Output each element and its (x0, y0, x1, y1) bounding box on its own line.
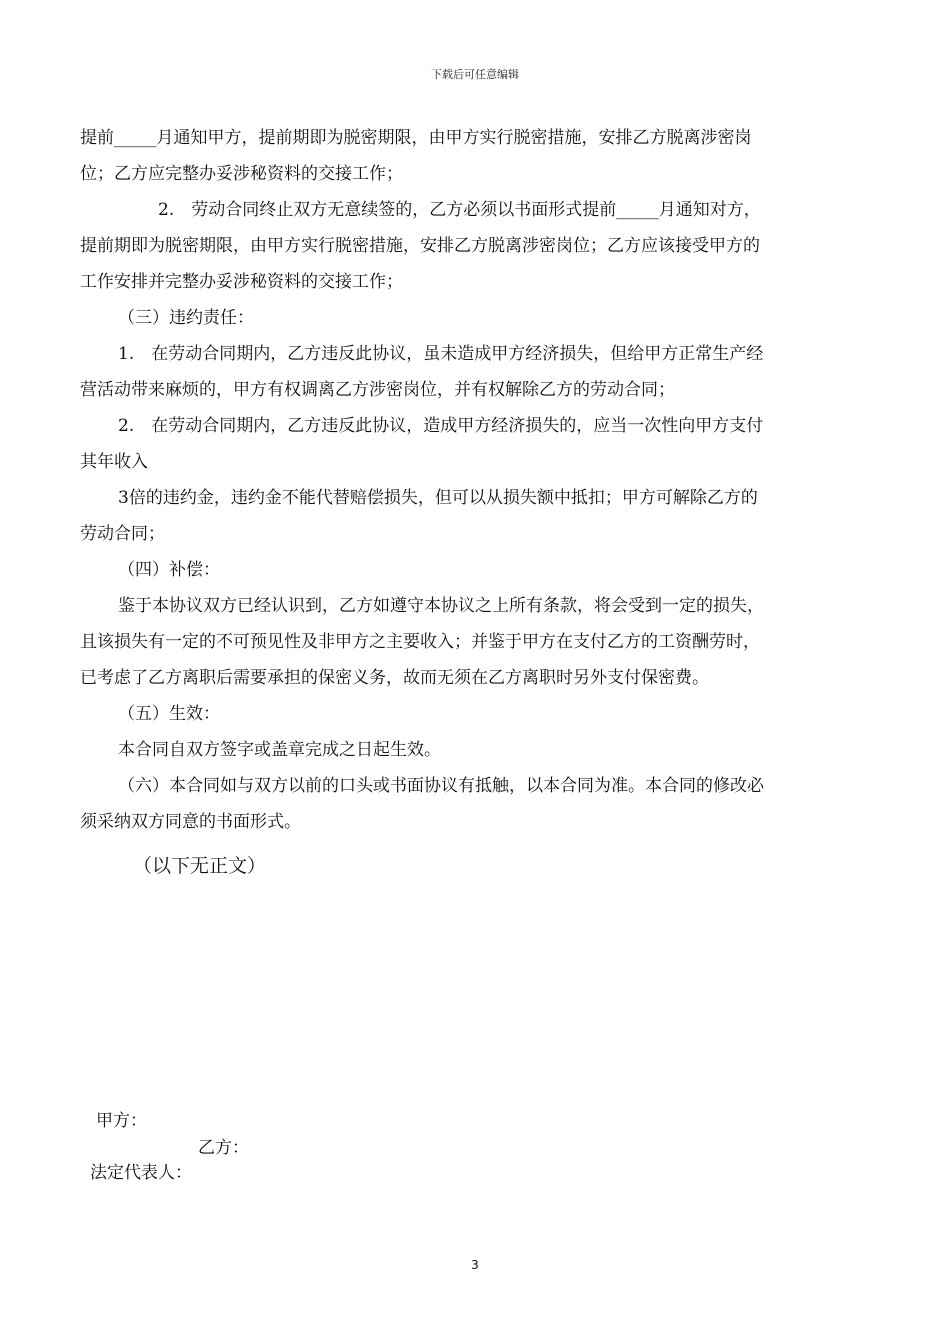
paragraph-line: 2. 劳动合同终止双方无意续签的，乙方必须以书面形式提前_____月通知对方， (158, 200, 761, 220)
no-more-text: （以下无正文） (133, 855, 267, 877)
paragraph-line: 2. 在劳动合同期内，乙方违反此协议，造成甲方经济损失的，应当一次性向甲方支付 (118, 416, 764, 436)
party-a-label: 甲方： (96, 1111, 147, 1131)
paragraph-line: 其年收入 (80, 452, 148, 472)
party-b-label: 乙方： (198, 1138, 249, 1158)
paragraph-line: 位；乙方应完整办妥涉秘资料的交接工作； (80, 164, 403, 184)
paragraph-line: 鉴于本协议双方已经认识到，乙方如遵守本协议之上所有条款，将会受到一定的损失， (118, 596, 764, 616)
paragraph-line: 且该损失有一定的不可预见性及非甲方之主要收入；并鉴于甲方在支付乙方的工资酬劳时， (80, 632, 760, 652)
paragraph-line: 1. 在劳动合同期内，乙方违反此协议，虽未造成甲方经济损失，但给甲方正常生产经 (118, 344, 764, 364)
paragraph-line: 劳动合同； (80, 524, 165, 544)
legal-representative-label: 法定代表人： (90, 1163, 192, 1183)
section-heading: （三）违约责任： (118, 308, 254, 328)
section-heading: （四）补偿： (118, 560, 220, 580)
paragraph-line: 3倍的违约金，违约金不能代替赔偿损失，但可以从损失额中抵扣；甲方可解除乙方的 (118, 488, 758, 508)
page-header: 下载后可任意编辑 (431, 68, 519, 81)
document-body (80, 120, 870, 886)
paragraph-line: 提前_____月通知甲方，提前期即为脱密期限，由甲方实行脱密措施，安排乙方脱离涉密岗 (80, 128, 752, 148)
paragraph-line: 工作安排并完整办妥涉秘资料的交接工作； (80, 272, 403, 292)
section-heading: （五）生效： (118, 704, 220, 724)
paragraph-line: 已考虑了乙方离职后需要承担的保密义务，故而无须在乙方离职时另外支付保密费。 (80, 668, 709, 688)
paragraph-line: 须采纳双方同意的书面形式。 (80, 812, 301, 832)
paragraph-line: 营活动带来麻烦的，甲方有权调离乙方涉密岗位，并有权解除乙方的劳动合同； (80, 380, 675, 400)
paragraph-line: 本合同自双方签字或盖章完成之日起生效。 (118, 740, 441, 760)
paragraph-line: 提前期即为脱密期限，由甲方实行脱密措施，安排乙方脱离涉密岗位；乙方应该接受甲方的 (80, 236, 760, 256)
page-number: 3 (471, 1258, 479, 1272)
paragraph-line: （六）本合同如与双方以前的口头或书面协议有抵触，以本合同为准。本合同的修改必 (118, 776, 764, 796)
